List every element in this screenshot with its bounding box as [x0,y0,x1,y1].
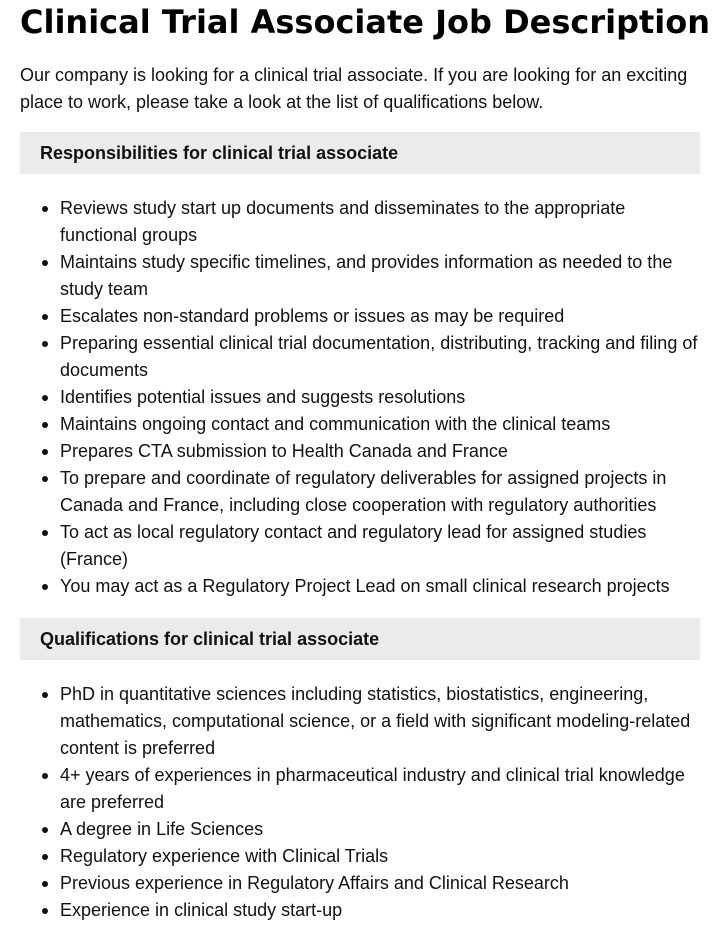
responsibility-item [60,249,700,303]
bullet-dot-icon [42,881,48,887]
bullet-dot-icon [42,773,48,779]
page-title: Clinical Trial Associate Job Description [20,3,711,41]
bullet-dot-icon [42,314,48,320]
bullet-dot-icon [42,827,48,833]
bullet-dot-icon [42,449,48,455]
responsibility-item [60,573,700,600]
bullet-dot-icon [42,530,48,536]
responsibilities-heading: Responsibilities for clinical trial associate [20,132,700,174]
bullet-dot-icon [42,584,48,590]
responsibility-item-text: You may act as a Regulatory Project Lead on small clinical research projects [60,576,670,596]
job-description-page [0,2,720,949]
responsibility-item [60,384,700,411]
bullet-dot-icon [42,422,48,428]
bullet-dot-icon [42,854,48,860]
bullet-dot-icon [42,206,48,212]
responsibility-item-text: Maintains ongoing contact and communication with the clinical teams [60,414,611,434]
qualifications-list [20,681,700,924]
responsibility-item-text: Identifies potential issues and suggests resolutions [60,387,466,407]
responsibility-item [60,411,700,438]
responsibility-item [60,519,700,573]
qualification-item [60,681,700,762]
qualification-item-text: A degree in Life Sciences [60,819,264,839]
bullet-dot-icon [42,908,48,914]
responsibility-item-text: To act as local regulatory contact and regulatory lead for assigned studies (France) [60,522,647,569]
responsibility-item [60,465,700,519]
responsibility-item-text: Preparing essential clinical trial documentation, distributing, tracking and filing of documents [60,333,698,380]
qualification-item [60,870,700,897]
qualification-item [60,762,700,816]
responsibility-item-text: Prepares CTA submission to Health Canada and France [60,441,508,461]
bullet-dot-icon [42,692,48,698]
responsibility-item-text: Maintains study specific timelines, and provides information as needed to the study team [60,252,673,299]
bullet-dot-icon [42,260,48,266]
qualification-item [60,816,700,843]
qualification-item-text: PhD in quantitative sciences including statistics, biostatistics, engineering, mathematics, computational science, or a field with significant modeling-related content is preferred [60,684,691,758]
qualifications-heading: Qualifications for clinical trial associate [20,618,700,660]
intro-paragraph: Our company is looking for a clinical trial associate. If you are looking for an exciting place to work, please take a look at the list of qualifications below. [20,65,688,112]
qualification-item-text: 4+ years of experiences in pharmaceutical industry and clinical trial knowledge are preferred [60,765,685,812]
responsibilities-list [20,195,700,600]
responsibility-item-text: Escalates non-standard problems or issues as may be required [60,306,565,326]
responsibility-item [60,195,700,249]
bullet-dot-icon [42,341,48,347]
qualification-item [60,897,700,924]
bullet-dot-icon [42,395,48,401]
qualification-item-text: Experience in clinical study start-up [60,900,343,920]
responsibility-item-text: To prepare and coordinate of regulatory deliverables for assigned projects in Canada and France, including close cooperation with regulatory authorities [60,468,667,515]
qualification-item [60,843,700,870]
responsibility-item [60,438,700,465]
responsibility-item [60,303,700,330]
responsibility-item-text: Reviews study start up documents and disseminates to the appropriate functional groups [60,198,626,245]
qualification-item-text: Previous experience in Regulatory Affairs and Clinical Research [60,873,569,893]
responsibility-item [60,330,700,384]
qualification-item-text: Regulatory experience with Clinical Trials [60,846,389,866]
bullet-dot-icon [42,476,48,482]
